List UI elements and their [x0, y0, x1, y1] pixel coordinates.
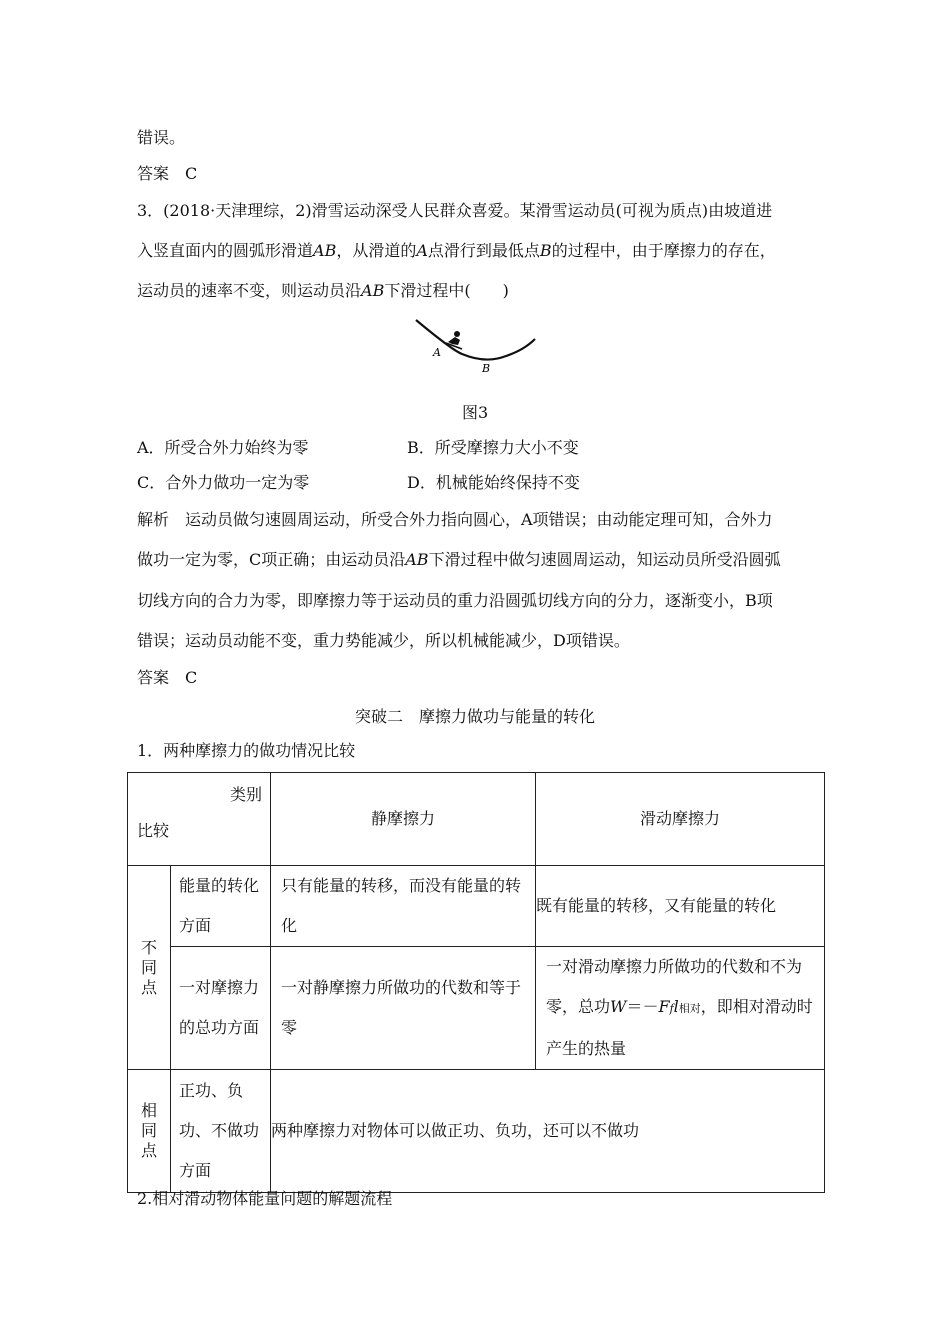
math-f-sub: f — [669, 1002, 674, 1015]
item-heading: 1．两种摩擦力的做功情况比较 — [137, 741, 356, 760]
group-char: 同 — [140, 957, 157, 977]
corner-cell — [128, 773, 271, 866]
figure-caption: 图3 — [462, 403, 489, 422]
cell-text: 一对滑动摩擦力所做功的代数和不为零，总功 — [546, 957, 803, 1016]
group-same — [128, 1070, 171, 1193]
option-a: A．所受合外力始终为零 — [137, 438, 309, 457]
group-char: 点 — [140, 977, 157, 997]
question-text: ，从滑道的 — [336, 241, 417, 260]
text-line: 错误。 — [137, 128, 186, 147]
corner-bottom: 比较 — [137, 821, 170, 840]
analysis-line — [137, 550, 781, 570]
math-l-sub: 相对 — [678, 1002, 701, 1015]
table-row — [128, 947, 825, 1070]
analysis-text: 下滑过程中做匀速圆周运动，知运动员所受沿圆弧 — [428, 550, 781, 569]
option-b: B．所受摩擦力大小不变 — [407, 438, 579, 457]
cell-static: 只有能量的转移，而没有能量的转化 — [271, 866, 536, 947]
group-char: 点 — [140, 1141, 157, 1160]
question-text: 入竖直面内的圆弧形滑道 — [137, 241, 314, 260]
cell-text: ，即相对滑动时产生的热量 — [546, 997, 813, 1058]
option-d: D．机械能始终保持不变 — [407, 473, 580, 492]
group-char: 相 — [140, 1101, 157, 1120]
math-w: W — [610, 997, 627, 1016]
row-label: 一对摩擦力的总功方面 — [171, 947, 271, 1070]
question-line — [137, 281, 509, 301]
question-text: 点滑行到最低点 — [427, 241, 540, 260]
header-static-friction: 静摩擦力 — [271, 773, 536, 866]
cell-static: 一对静摩擦力所做功的代数和等于零 — [271, 947, 536, 1070]
analysis-line: 错误；运动员动能不变，重力势能减少，所以机械能减少，D项错误。 — [137, 631, 630, 650]
ski-slope-figure — [400, 312, 550, 382]
corner-top: 类别 — [229, 785, 262, 804]
label-b: B — [482, 362, 491, 375]
row-label: 正功、负功、不做功方面 — [171, 1070, 271, 1193]
analysis-text: 做功一定为零，C项正确；由运动员沿 — [137, 550, 406, 569]
analysis-line: 解析 运动员做匀速圆周运动，所受合外力指向圆心，A项错误；由动能定理可知，合外力 — [137, 510, 773, 529]
item-heading: 2.相对滑动物体能量问题的解题流程 — [137, 1189, 393, 1208]
option-c: C．合外力做功一定为零 — [137, 473, 310, 492]
question-line: 3．(2018·天津理综，2)滑雪运动深受人民群众喜爱。某滑雪运动员(可视为质点)由坡道进 — [137, 201, 773, 220]
analysis-line: 切线方向的合力为零，即摩擦力等于运动员的重力沿圆弧切线方向的分力，逐渐变小，B项 — [137, 591, 773, 610]
answer-line: 答案 C — [137, 668, 198, 687]
row-label: 能量的转化方面 — [171, 866, 271, 947]
label-a: A — [433, 346, 441, 359]
math-ab: AB — [361, 281, 385, 300]
math-f: F — [658, 997, 670, 1016]
comparison-table — [127, 772, 825, 1193]
group-char: 不 — [140, 937, 157, 957]
math-eq: ＝－ — [626, 997, 659, 1016]
math-a: A — [416, 241, 428, 260]
table-row — [128, 866, 825, 947]
math-l: l — [673, 997, 679, 1016]
question-text: 的过程中，由于摩擦力的存在， — [551, 241, 776, 260]
section-heading: 突破二 摩擦力做功与能量的转化 — [354, 707, 595, 726]
question-text: 下滑过程中( ) — [384, 281, 509, 300]
cell-sliding — [536, 947, 825, 1070]
group-char: 同 — [140, 1121, 157, 1140]
math-ab: AB — [405, 550, 429, 569]
math-b: B — [539, 241, 552, 260]
table-row — [128, 1070, 825, 1193]
cell-sliding: 既有能量的转移，又有能量的转化 — [536, 866, 825, 947]
table-header-row — [128, 773, 825, 866]
cell-common: 两种摩擦力对物体可以做正功、负功，还可以不做功 — [271, 1070, 825, 1193]
answer-line: 答案 C — [137, 164, 198, 183]
group-diff — [128, 866, 171, 1070]
question-text: 运动员的速率不变，则运动员沿 — [137, 281, 362, 300]
math-ab: AB — [313, 241, 337, 260]
header-sliding-friction: 滑动摩擦力 — [536, 773, 825, 866]
question-line — [137, 241, 776, 261]
